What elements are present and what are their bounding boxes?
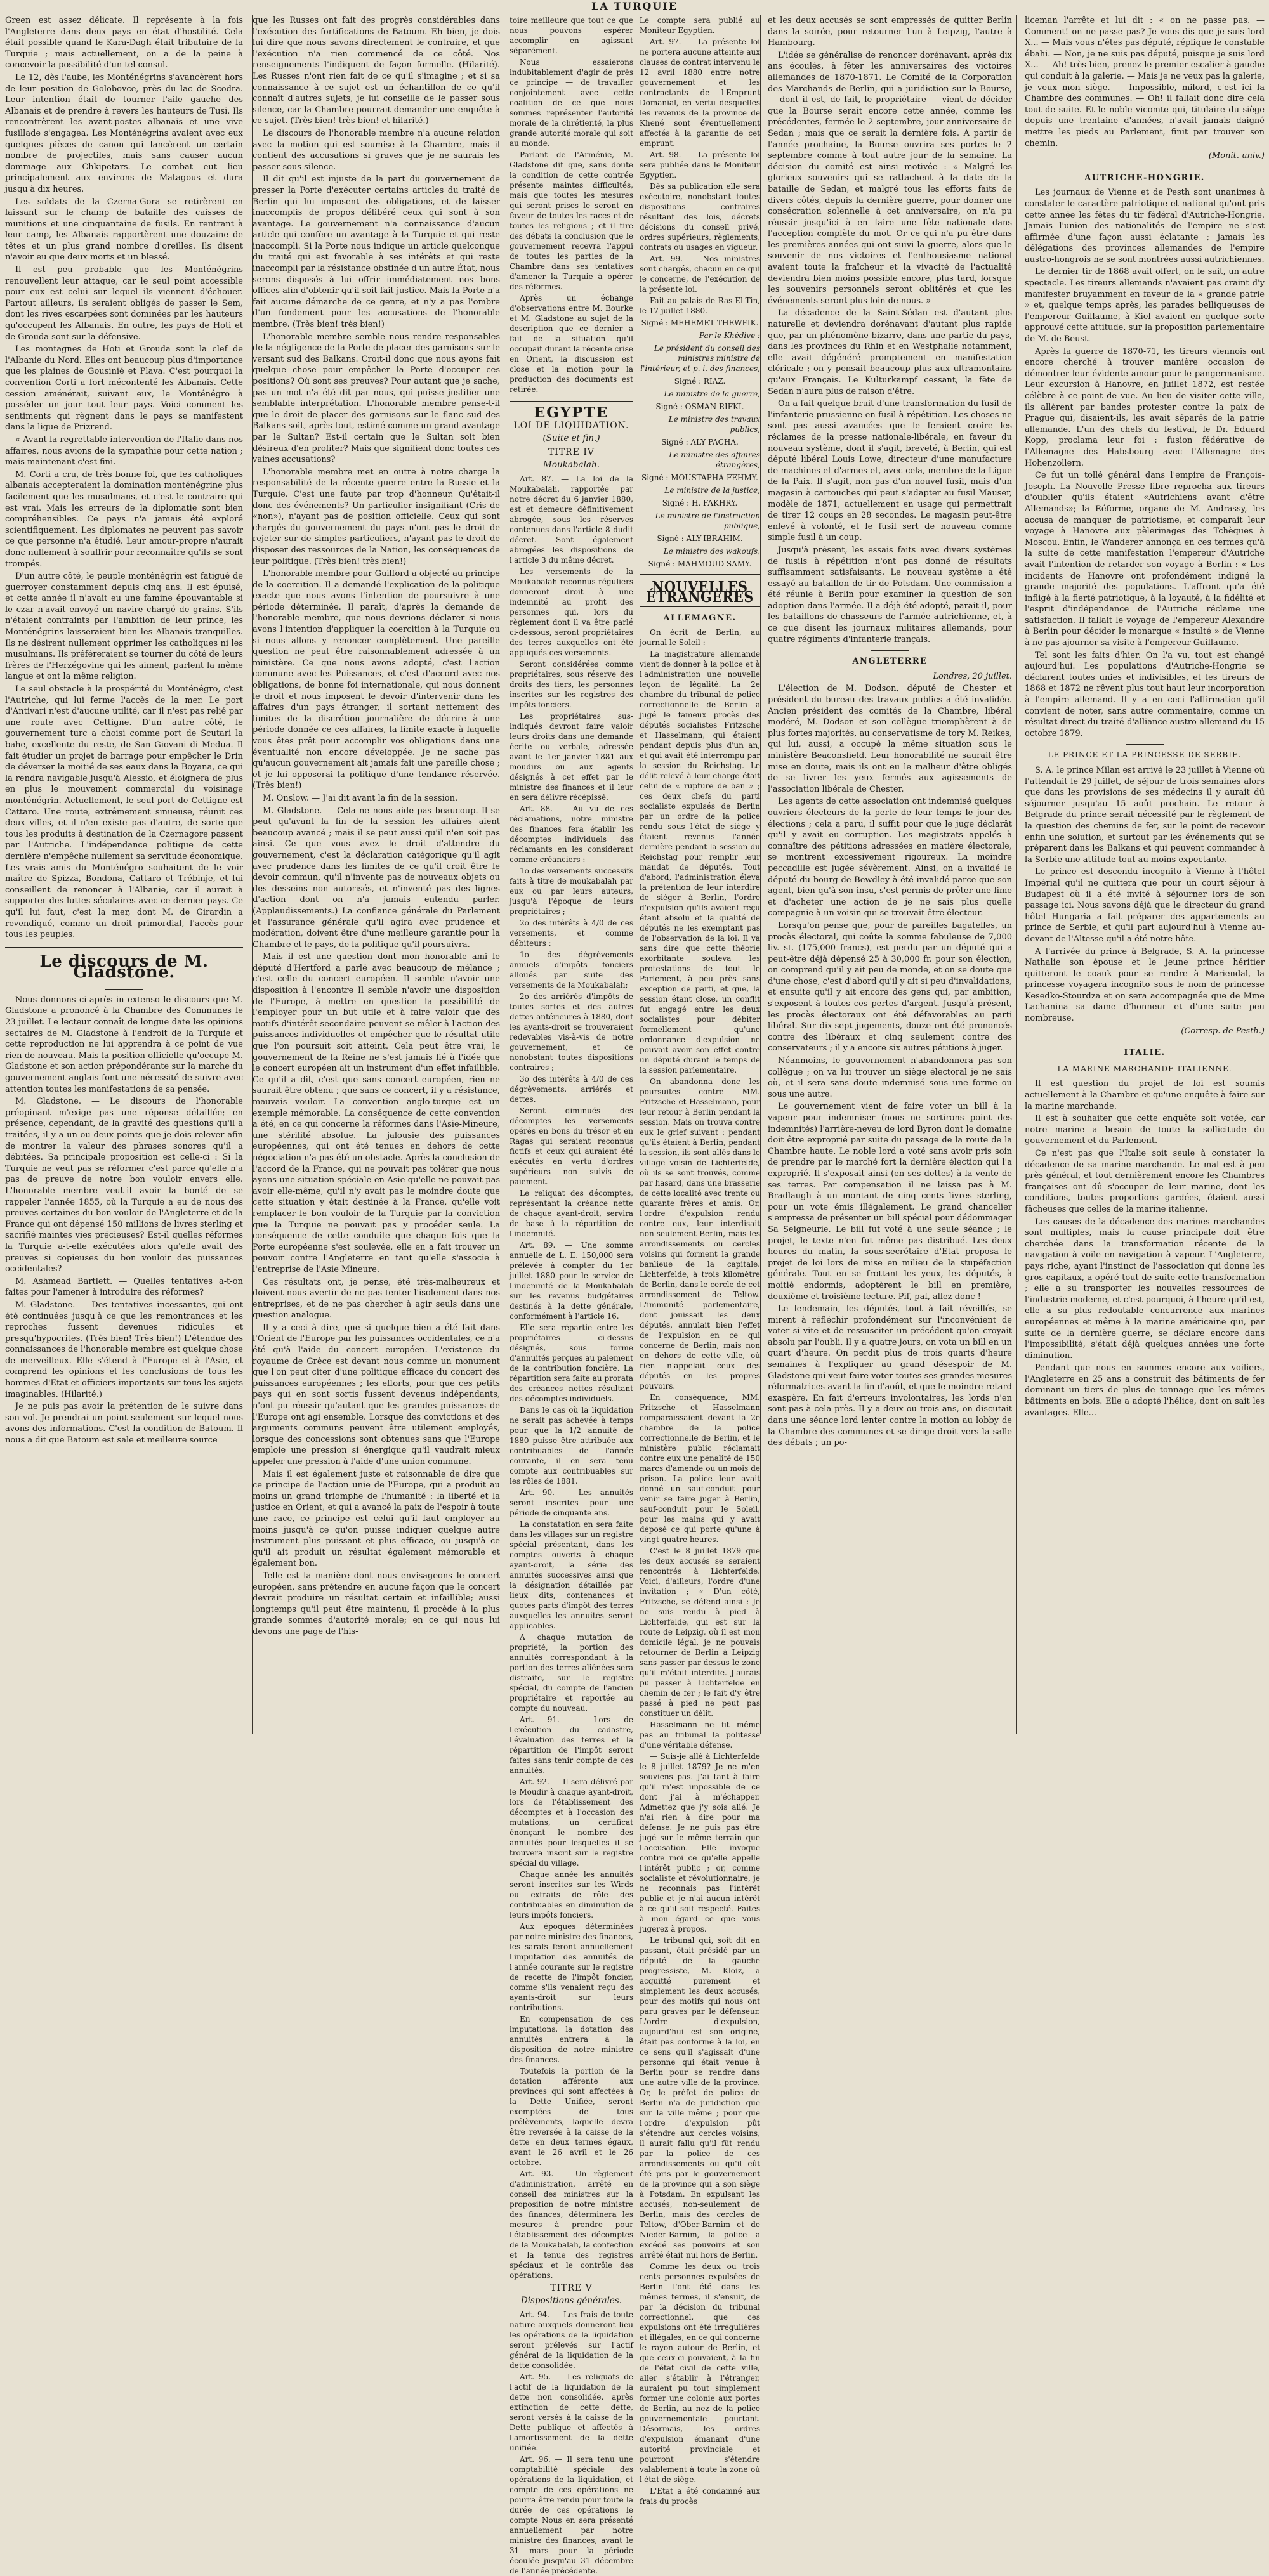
paragraph: Ce fut un tollé général dans l'empire de François-Joseph. La Nouvelle Presse libre reprocha aux tireurs d'oublier qu'ils étaient «Autrichiens avant d'être Allemands»; la Réforme, organe de M. Andrassy, les accusa de manquer de patriotisme, et comparait leur voyage à Hanovre aux pèlerinages des Tchèques à Moscou. Enfin, le Wanderer annonça en ces termes qu'à la suite de cette manifestation l'empereur d'Autriche avait l'intention de retarder son voyage à Berlin : « Les incidents de Hanovre ont profondément indigné la grande majorité des populations. L'affront qu'a été infligé à la fierté patriotique, à la loyauté, à la fidélité et l'esprit d'indépendance de l'Autriche réclame une satisfaction. Il fallait le voyage de l'empereur Alexandre à Berlin pour décider le monarque « insulté » de Vienne à ne pas ajourner sa visite à l'empereur Guillaume. bbox=[1025, 471, 1265, 648]
paragraph: Il est peu probable que les Monténégrins renouvellent leur attaque, car le seul point accessible pour eux est celui sur lequel ils viennent d'échouer. Partout ailleurs, ils seraient obligés de passer le Sem, dont les rives escarpées sont dominées par les hauteurs qu'occupent les Albanais. En outre, les pays de Hoti et de Grouda sont sur la défensive. bbox=[5, 265, 243, 342]
paragraph: Le compte sera publié au Moniteur Egyptien. bbox=[640, 16, 760, 35]
paragraph: Telle est la manière dont nous envisageons le concert européen, sans prétendre en aucune façon que le concert devrait produire un résultat certain et infaillible; aussi longtemps qu'il peut être maintenu, il procède à la plus grande sommes d'autorité morale; en ce qui nous lui devons une page de l'his- bbox=[253, 1571, 500, 1637]
titre-iv: TITRE IV bbox=[548, 447, 595, 457]
paragraph: Mais il est également juste et raisonnable de dire que ce principe de l'action unie de l'Europe, qui a produit au moins un grand triomphe de l'humanité : la liberté et la justice en Orient, et qui a avancé la paix de l'espoir à toute une race, ce principe est celui qu'il faut employer au moins jusqu'à ce qu'on puisse indiquer quelque autre instrument plus puissant et plus efficace, ou jusqu'à ce qu'il ait produit un résultat également mémorable et également bon. bbox=[253, 1469, 500, 1569]
paragraph: Dès sa publication elle sera exécutoire, nonobstant toutes dispositions contraires résultant des lois, décrets décisions du conseil privé, ordres supérieurs, règlements, contrats ou usages en vigueur. bbox=[640, 182, 760, 252]
paragraph: Le discours de l'honorable membre n'a aucune relation avec la motion qui est soumise à la Chambre, mais il contient des accusations si graves que je ne saurais les passer sous silence. bbox=[253, 128, 500, 172]
paragraph: Ce n'est pas que l'Italie soit seule à constater la décadence de sa marine marchande. Le mal est à peu près général, et tout dernièrement encore les Chambres françaises ont dû s'occuper de leur marine, dont les conditions, toutes proportions gardées, étaient aussi fâcheuses que celles de la marine italienne. bbox=[1025, 1149, 1265, 1214]
paragraph: que les Russes ont fait des progrès considérables dans l'exécution des fortifications de Batoum. Eh bien, je dois lui dire que nous savons directement le contraire, et que l'exécution n'a rien commencé de ce côté. Nos renseignements l'indiquent de façon formelle. (Hilarité). Les Russes n'ont rien fait de ce qu'il s'imagine ; et si sa connaissance à ce sujet est un échantillon de ce qu'il connaît d'autres sujets, je lui conseille de le passer sous silence, car la Chambre pourrait demander une enquête à ce sujet. (Très bien! très bien! et hilarité.) bbox=[253, 16, 500, 126]
paragraph: M. Ashmead Bartlett. — Quelles tentatives a-t-on faites pour l'amener à introduire des réformes? bbox=[5, 1276, 243, 1298]
section-divider bbox=[871, 650, 909, 651]
paragraph: Mais il est une question dont mon honorable ami le député d'Hertford a parlé avec beaucoup de mélance ; c'est celle du concert européen. Il semble n'avoir une disposition à l'encontre Il semble n'avoir une disposition de l'Europe, à mettre en question la possibilité de l'employer pour un but utile et à faire valoir que des motifs d'intérêt secondaire peuvent se mêler à l'action des puissances individuelles et empêcher que le résultat utile que l'on poursuit soit atteint. Cela peut être vrai, le gouvernement de la Reine ne s'est jamais lié à l'idée que le concert européen ait un instrument d'un effet infaillible. Ce qu'il a dit, c'est que sans concert européen, rien ne saurait être obtenu ; que sans ce concert, il y a résistance, mauvais vouloir. La convention anglo-turque est un exemple mémorable. La conséquence de cette convention a été, en ce qui concerne la réformes dans l'Asie-Mineure, une stérilité absolue. La jalousie des puissances européennes, qui ont été tenues en dehors de cette négociation n'a pas été un obstacle. Après la conclusion de l'accord de la France, qui ne pouvait pas tolérer que nous ayons une situation spéciale en Asie qu'elle ne pouvait pas avoir elle-même, qu'il n'y avait pas le moindre doute que cette situation y était destinée à la France, qu'elle voit remplacer le bon vouloir de la Turquie par la conviction que la Turquie ne pouvait pas y procéder seule. La conséquence de cette conduite que chaque fois que la Porte européenne s'est soulevée, elle en a fait trouver un pouvoir contre l'Angleterre en tant qu'elle s'associe à l'entreprise de l'Asie Mineure. bbox=[253, 952, 500, 1274]
masthead: LA TURQUIE bbox=[591, 0, 678, 12]
paragraph: Hasselmann ne fit même pas au tribunal la politesse d'une véritable défense. bbox=[640, 1720, 760, 1749]
section-divider bbox=[640, 606, 760, 608]
paragraph: Green est assez délicate. Il représente à la fois l'Angleterre dans deux pays en état d'hostilité. Cela était possible quand le Kara-Dagh était tributaire de la Turquie ; mais actuellement, on a de la peine à concevoir la possibilité d'un tel consul. bbox=[5, 16, 243, 70]
paragraph: M. Corti a cru, de très bonne foi, que les catholiques albanais accepteraient la domination monténégrine plus facilement que les musulmans, et c'est le contraire qui est vrai. Mais les erreurs de la diplomatie sont bien compréhensibles. Ce pays n'a jamais été exploré scientifiquement. Les diplomates ne peuvent pas savoir ce que personne n'a étudié. Leur amour-propre n'aurait donc nullement à souffrir pour reconnaître qu'ils se sont trompés. bbox=[5, 469, 243, 569]
paragraph: Je ne puis pas avoir la prétention de le suivre dans son vol. Je prendrai un point seulement sur lequel nous avons des informations. C'est la condition de Batoum. Il nous a dit que Batoum est sale et meilleure source bbox=[5, 1402, 243, 1446]
paragraph: Le tribunal qui, soit dit en passant, était présidé par un député de la gauche progressiste, M. Kloiz, a acquitté purement et simplement les deux accusés, pour des motifs qui nous ont paru graves par le défenseur. L'ordre d'expulsion, aujourd'hui est son origine, était pas conforme à la loi, en ce sens qu'il s'agissait d'une personne qui était venue à Berlin pour se rendre dans une autre ville de la province. Or, le préfet de police de Berlin n'a de juridiction que sur la ville même ; pour que l'ordre d'expulsion pût s'étendre aux cercles voisins, il aurait fallu qu'il fût rendu par la police de ces arrondissements ou qu'il eût été pris par le gouvernement de la province qui a son siège à Potsdam. En expulsant les accusés, non-seulement de Berlin, mais des cercles de Teltow, d'Ober-Barnim et de Nieder-Barnim, la police a excédé ses pouvoirs et son arrêté était nul hors de Berlin. bbox=[640, 1936, 760, 2259]
paragraph: M. Gladstone. — Le discours de l'honorable préopinant m'exige pas une réponse détaillée; en présence, cependant, de la gravité des questions qu'il a traitées, il y a un ou deux points que je dois relever afin de montrer la valeur des phrases sonores qu'il a débitées. Sa principale proposition est celle-ci : Si la Turquie ne veut pas se réformer c'est parce qu'elle n'a pas de preuve de notre bon vouloir envers elle. L'honorable membre veut-il avoir la bonté de se rappeler l'année 1855, où la Turquie a eu de nous des preuves certaines du bon vouloir de l'Angleterre et de la France qui ont dépensé 150 millions de livres sterling et sacrifié maintes vies précieuses? Est-il quelles réformes la Turquie a-t-elle exécutées alors qu'elle avait des preuves si copieuses du bon vouloir des puissances occidentales? bbox=[5, 1097, 243, 1274]
paragraph: S. A. le prince Milan est arrivé le 23 juillet à Vienne où l'attendait le 29 juillet, de séjour de trois semaines alors que dans les provisions de ses médecins il y aurait dû séjourner jusqu'au 15 août prochain. Le retour à Belgrade du prince serait nécessité par le règlement de la question des chemins de fer, sur le point de recevoir enfin une solution, et surtout par les événements qui se préparent dans les Balkans et qui peuvent commander à la Serbie une attitude tout au moins expectante. bbox=[1025, 766, 1265, 865]
column-4-content bbox=[768, 15, 1012, 1734]
paragraph: Parlant de l'Arménie, M. Gladstone dit que, sans doute la condition de cette contrée présente maintes difficultés, mais que toutes les mesures qui seront prises le seront en faveur de toutes les races et de toutes les religions ; et il tire des débats la conclusion que le gouvernement recevra l'appui de toutes les parties de la Chambre dans ses tentatives d'amener la Turquie à opérer des réformes. bbox=[510, 150, 633, 291]
paragraph: L'élection de M. Dodson, député de Chester et président du bureau des travaux publics a été invalidée. Ancien président des comités de la Chambre, libéral modéré, M. Dodson et son collègue triomphèrent à de plus fortes majorités, au conservatisme de tory M. Reikes, qui lui, aussi, a occupé la même situation sous le ministère Beaconsfield. Leur honorabilité ne saurait être mise en doute, mais ils ont eu le malheur d'être obligés de se livrer les yeux fermés aux agissements de l'association libérale de Chester. bbox=[768, 684, 1012, 794]
signature-role: Le ministre de la guerre, bbox=[664, 389, 760, 398]
article-paragraph: En compensation de ces imputations, la dotation des annuités entrera à la disposition de notre ministre des finances. bbox=[510, 2015, 633, 2064]
section-divider bbox=[640, 573, 760, 575]
paragraph: Néanmoins, le gouvernement n'abandonnera pas son collègue ; on va lui trouver un siège électoral je ne sais où, et il sera sans doute indemnisé sous une forme ou sous une autre. bbox=[768, 1056, 1012, 1099]
signature-role: Le ministre des wakoufs, bbox=[663, 547, 760, 556]
article-paragraph: Elle sera répartie entre les propriétaires ci-dessus désignés, sous forme d'annuités perçues au paiement de la contribution foncière. La répartition sera faite au prorata des créances nettes résultant des décomptes individuels. bbox=[510, 1323, 633, 1403]
titre-iv-subtitle: Moukabalah. bbox=[543, 460, 600, 470]
article-paragraph: 2o des arriérés d'impôts de toutes sortes et des autres dettes antérieures à 1880, dont les ayants-droit se trouveraient redevables vis-à-vis de notre gouvernement, et ce nonobstant toutes dispositions contraires ; bbox=[510, 992, 633, 1072]
paragraph: Comme les deux ou trois cents personnes expulsées de Berlin l'ont été dans les mêmes termes, il s'ensuit, de par la décision du tribunal correctionnel, que ces expulsions ont été irrégulières et illégales, en ce qui concerne le rayon autour de Berlin, et que ceux-ci pouvaient, à la fin de l'état civil de cette ville, aller s'établir à l'étranger, auraient pu tout simplement former une colonie aux portes de Berlin, au nez de la police gouvernementale pourtant. Désormais, les ordres d'expulsion émanant d'une autorité provinciale et pourront s'étendre valablement à toute la zone où l'état de siège. bbox=[640, 2262, 760, 2484]
column-3b bbox=[640, 15, 760, 2506]
paragraph: — Suis-je allé à Lichterfelde le 8 juillet 1879? Je ne m'en souviens pas. J'ai tant à faire qu'il m'est impossible de ce dont j'ai à m'échapper. Admettez que j'y sois allé. Je n'ai rien à dire pour ma défense. Je ne puis pas être jugé sur le même terrain que l'accusation. Elle invoque contre moi ce qu'elle appelle l'intérêt public ; or, comme socialiste et révolutionnaire, je ne reconnais pas l'intérêt public et je n'ai aucun intérêt à ce qu'il soit respecté. Faites à mon égard ce que vous jugerez à propos. bbox=[640, 1752, 760, 1933]
section-divider bbox=[1126, 744, 1164, 745]
signature-role: Le ministre des travaux publics, bbox=[668, 415, 760, 434]
paragraph: On a fait quelque bruit d'une transformation du fusil de l'infanterie prussienne en fusil à répétition. Les choses ne sont pas aussi avancées que le feraient croire les réclames de la presse nationale-libérale, en faveur du nouveau système, dont il s'agit, breveté, à Berlin, qui est député libéral Louis Lowe, directeur d'une manufacture de machines et d'armes et, avec cela, membre de la Ligue de la Paix. Il s'agit, non pas d'un nouvel fusil, mais d'un magasin à cartouches qui peut s'adapter au fusil Mauser, modèle de 1871, actuellement en usage qui permettrait de tirer 12 coups en 28 secondes. Le magasin peut-être enlevé à volonté, et le fusil sert de nouveau comme simple fusil à un coup. bbox=[768, 399, 1012, 543]
montenegro-article bbox=[5, 15, 243, 941]
allemagne-heading: ALLEMAGNE. bbox=[663, 613, 737, 623]
signature: Signé : H. FAKHRY. bbox=[662, 499, 738, 507]
titre-v: TITRE V bbox=[550, 2283, 593, 2293]
column-2 bbox=[253, 15, 500, 1734]
article-paragraph: Art. 90. — Les annuités seront inscrites pour une période de cinquante ans. bbox=[510, 1488, 633, 1517]
paragraph: Le lendemain, les députés, tout à fait réveillés, se mirent à réfléchir profondément sur l'inconvénient de voter si vite et de ressusciter un précédent qu'on croyait absolu par l'oubli. Il y a quatre jours, on vota un bill en un quart d'heure. On perdit plus de trois quarts d'heure semaines à l'expliquer au grand désespoir de M. Gladstone qui veut faire voter toutes ses grandes mesures réformatrices avant la fin d'août, et que le moindre retard exaspère. En fait d'erreurs involontaires, les lords n'en sont pas à cela près. Il y a deux ou trois ans, on discutait dans une séance lord lenter contre la motion au lobby de la Chambre des communes et se dirige droit vers la salle des débats ; un po- bbox=[768, 1304, 1012, 1448]
paragraph: Le dernier tir de 1868 avait offert, on le sait, un autre spectacle. Les tireurs allemands n'avaient pas craint d'y manifester bruyamment en faveur de la « grande patrie » et, quelque temps après, les parades belliqueuses de l'empereur Guillaume, à Kiel avaient en quelque sorte approuvé cette attitude, sur la proposition parlementaire de M. de Beust. bbox=[1025, 267, 1265, 344]
paragraph: Ces résultats ont, je pense, été très-malheureux et doivent nous avertir de ne pas tenter l'isolement dans nos entreprises, et de ne pas chercher à agir seuls dans une question analogue. bbox=[253, 1277, 500, 1321]
paragraph: Art. 98. — La présente loi sera publiée dans le Moniteur Egyptien. bbox=[640, 150, 760, 180]
article-paragraph: Art. 96. — Il sera tenu une comptabilité spéciale des opérations de la liquidation, et compte de ces opérations ne pourra être rendu pour toute la durée de ces opérations le compte Nous en sera présenté annuellement par notre ministre des finances, avant le 31 mars pour la période écoulée jusqu'au 31 décembre de l'année précédente. bbox=[510, 2455, 633, 2575]
nouvelles-etrangeres-heading: NOUVELLES ÉTRANGÈRES bbox=[646, 579, 754, 606]
paragraph: L'Etat a été condamné aux frais du procès bbox=[640, 2487, 760, 2506]
article-paragraph: Les propriétaires sus-indiqués devront faire valoir leurs droits dans une demande écrite ou verbale, adressée avant le 1er janvier 1881 aux moudirs ou aux agents désignés à cet effet par le ministre des finances et il leur en sera délivré récépissé. bbox=[510, 712, 633, 802]
signature-role: Le ministre des affaires étrangères, bbox=[669, 450, 760, 469]
signature-role: Le président du conseil des ministres ministre de l'intérieur, et p. i. des finances, bbox=[640, 344, 760, 373]
article-paragraph: Art. 94. — Les frais de toute nature auxquels donneront lieu les opérations de la liquidation seront prélevés sur l'actif général de la liquidation de la dette consolidée. bbox=[510, 2310, 633, 2370]
signature: Signé : MOUSTAPHA-FEHMY. bbox=[641, 473, 758, 482]
serbie-heading: LE PRINCE ET LA PRINCESSE DE SERBIE. bbox=[1048, 750, 1242, 760]
dateline: Londres, 20 juillet. bbox=[933, 671, 1012, 681]
paragraph: L'idée se généralise de renoncer dorénavant, après dix ans écoulés, à fêter les anniversaires des victoires allemandes de 1870-1871. Le Comité de la Corporation des Marchands de Berlin, qui a juridiction sur la Bourse, — dont il est, de fait, le propriétaire — vient de décider que la Bourse serait encore cette année, comme les précédentes, fermée le 2 septembre, jour anniversaire de Sedan ; mais que ce serait la dernière fois. A partir de l'année prochaine, la Bourse ouvrira ses portes le 2 septembre comme à tout autre jour de la semaine. La décision du comité est ainsi motivée : « Malgré les glorieux souvenirs qui se rattachent à la date de la bataille de Sedan, et malgré tous les efforts faits de divers côtés, depuis la dernière guerre, pour donner une consécration solennelle à cet anniversaire, on n'a pu réussir jusqu'ici à en faire une fête nationale dans l'acception complète du mot. Or ce qui n'a pu être dans les premières années qui ont suivi la guerre, alors que le souvenir de nos victoires et l'enthousiasme national avaient toute la fraîcheur et la vivacité de l'actualité deviendra bien moins possible encore, plus tard, lorsque les souvenirs personnels seront oblitérés et que les événements seront plus loin de nous. » bbox=[768, 50, 1012, 306]
paragraph: Les journaux de Vienne et de Pesth sont unanimes à constater le caractère patriotique et national qu'ont pris cette année les fêtes du tir fédéral d'Autriche-Hongrie. Jamais l'union des nationalités de l'empire ne s'est affirmée d'une façon aussi éclatante ; jamais les délégations des provinces allemandes de l'empire austro-hongrois ne se sont montrées aussi autrichiennes. bbox=[1025, 188, 1265, 265]
marine-heading: LA MARINE MARCHANDE ITALIENNE. bbox=[1057, 1064, 1232, 1073]
headline-rule bbox=[105, 989, 143, 990]
paragraph: Il est à souhaiter que cette enquête soit votée, car notre marine a besoin de toute la sollicitude du gouvernement et du Parlement. bbox=[1025, 1114, 1265, 1146]
autriche-heading: AUTRICHE-HONGRIE. bbox=[1084, 173, 1205, 183]
paragraph: Fait au palais de Ras-El-Tin, le 17 juillet 1880. bbox=[640, 296, 760, 315]
article-paragraph: Art. 88. — Au vu de ces réclamations, notre ministre des finances fera établir les décomptes individuels des réclamants en les considérant comme créanciers : bbox=[510, 804, 633, 864]
paragraph: Le 12, dès l'aube, les Monténégrins s'avancèrent hors de leur position de Golobovce, près du lac de Scodra. Leur intention était de tourner l'aile gauche des Albanais et de prendre à revers les hauteurs de Tusi. Ils rencontrèrent les avant-postes albanais et une vive fusillade s'engagea. Les Monténégrins avaient avec eux quelques pièces de canon qui lancèrent un certain nombre de projectiles, mais sans causer aucun dommage aux Chkipetars. Le combat eut lieu principalement aux environs de Matagous et dura jusqu'à dix heures. bbox=[5, 72, 243, 194]
paragraph: Lorsqu'on pense que, pour de pareilles bagatelles, un procès électoral, qui coûte la somme fabuleuse de 7,000 liv. st. (175,000 francs), est perdu par un député qui a peut-être déjà dépensé 25 à 30,000 fr. pour son élection, on comprend qu'il y ait peu de monde, et on se doute que d'une chose, c'est d'abord qu'il y ait si peu d'invalidations, et ensuite qu'il y ait encore des gens qui, par ambition, s'exposent à toutes ces pertes d'argent. Jusqu'à présent, les procès électoraux ont été défavorables au parti libéral. Sur dix-sept jugements, douze ont été prononcés contre des libéraux et cinq seulement contre des conservateurs ; il y a encore six autres pétitions à juger. bbox=[768, 920, 1012, 1054]
column-rule bbox=[1016, 15, 1017, 1734]
loi-title: LOI DE LIQUIDATION. bbox=[513, 421, 629, 431]
signature: Signé : OSMAN RIFKI. bbox=[655, 402, 744, 411]
paragraph: Nous essaierons indubitablement d'agir de près ce principe — de travailler conjointement avec cette coalition de ce que nous sommes représenter l'autorité morale de la chrétienté, la plus grande autorité morale qui soit au monde. bbox=[510, 58, 633, 148]
signature: Signé : MAHMOUD SAMY. bbox=[648, 559, 752, 568]
signature: Signé : ALY PACHA. bbox=[661, 438, 739, 447]
column-3 bbox=[510, 15, 633, 2575]
article-paragraph: 3o des intérêts à 4/0 de ces dégrèvements, arriérés et dettes. bbox=[510, 1075, 633, 1104]
section-divider bbox=[5, 947, 243, 948]
article-paragraph: Toutefois la portion de la dotation afférente aux provinces qui sont affectées à la Dette Unifiée, seront exemptées de tous prélèvements, laquelle devra être reversée à la caisse de la dette en deux termes égaux, avant le 26 avril et le 26 octobre. bbox=[510, 2067, 633, 2167]
paragraph: L'honorable membre semble nous rendre responsables de la négligence de la Porte de placer des garnisons sur le versant sud des Balkans. Croit-il donc que nous ayons fait quelque chose pour empêcher la Porte d'occuper ces positions? Où sont ses preuves? Pour autant que je sache, pas un mot n'a été dit par nous, qui puisse justifier une semblable interprétation. L'honorable membre pense-t-il que le droit de placer des garnisons sur le flanc sud des Balkans soit, après tout, estimé comme un grand avantage par le Sultan? Est-il certain que le Sultan soit bien désireux d'en profiter? Mais que signifient donc toutes ces vaines accusations? bbox=[253, 332, 500, 465]
paragraph: Après la guerre de 1870-71, les tireurs viennois ont encore cherché à trouver manière occasion de démontrer leur évidente amour pour le pangermanisme. Leur excursion à Hanovre, en juillet 1872, est restée célèbre à ce point de vue. Au lieu de visiter cette ville, ils allèrent par bandes protester contre la paix de Prague qui, disaient-ils, les avait séparés de la patrie allemande. L'un des chefs du festival, le Dr. Eduard Kopp, proclama leur foi : fusion fédérative de l'Allemagne des Habsbourg avec l'Allemagne des Hohenzollern. bbox=[1025, 346, 1265, 468]
paragraph: Le seul obstacle à la prospérité du Monténégro, c'est l'Autriche, qui lui ferme l'accès de la mer. Le port d'Antivari n'est d'aucune utilité, car il n'est pas relié par une route avec Cettigne. D'un autre côté, le gouvernement turc a choisi comme port de Scutari la bahe, excellente du reste, de San Giovani di Medua. Il fait étudier un projet de barrage pour empêcher le Drin de déverser la moitié de ses eaux dans la Boyana, ce qui la rendra navigable jusqu'à Alessio, et éloignera de plus en plus le mouvement commercial du voisinage monténégrin. Actuellement, le seul port de Cettigne est Cattaro. Une route, extrêmement sinueuse, réunit ces deux villes, et il n'en existe pas d'autre, de sorte que tous les produits à destination de la Czernagore passent par l'Autriche. L'indépendance politique de cette dernière n'empêche nullement sa servitude économique. Les vrais amis du Monténégro souhaitent de le voir maître de Spizza, Bondona, Cattaro et Trébinje, et lui conseillent de renoncer à l'Albanie, car il aurait à supporter des luttes séculaires avec ce dernier pays. Ce qu'il lui faut, c'est la mer, dont M. de Girardin a revendiqué, comme un droit primordial, l'accès pour tous les peuples. bbox=[5, 684, 243, 940]
paragraph: C'est le 8 juillet 1879 que les deux accusés se seraient rencontrés à Lichterfelde. Voici, d'ailleurs, l'ordre d'une invitation ; « D'un côté, Fritzsche, se défend ainsi : Je ne suis rendu à pied à Lichterfelde, qui est sur la route de Leipzig, où il est mon domicile légal, je ne pouvais retourner de Berlin à Leipzig sans passer par-dessus le zone qu'il m'était interdite. J'aurais pu passer à Lichterfelde en chemin de fer ; le fait d'y être passé à pied ne peut pas constituer un délit. bbox=[640, 1546, 760, 1718]
paragraph: Les agents de cette association ont indemnisé quelques ouvriers électeurs de la perte de leur temps le jour des élections ; cela a paru, il suffit pour que le juge déclarât qu'il y avait eu corruption. Les magistrats appelés à connaître des pétitions adressées en matière électorale, se montrent excessivement rigoureux. La moindre peccadille est jugée sévèrement. Ainsi, on a invalidé le député du bourg de Bewdley à été invalidé parce que son agent, bien qu'à son insu, s'est permis de prêter une lime et d'acheter une action de je ne sais plus quelle compagnie à un voisin qui se trouvait être électeur. bbox=[768, 797, 1012, 919]
signature-role: Par le Khédive : bbox=[699, 331, 760, 340]
article-paragraph: Le reliquat des décomptes, représentant la créance nette de chaque ayant-droit, servira de base à la répartition de l'indemnité. bbox=[510, 1189, 633, 1238]
paragraph: Après un échange d'observations entre M. Bourke et M. Gladstone au sujet de la description que ce dernier a fait de la situation qu'il occupait durant la récente crise en Orient, la discussion est close et la motion pour la production des documents est retirée. bbox=[510, 294, 633, 394]
column-rule bbox=[760, 15, 761, 1734]
paragraph: On écrit de Berlin, au journal le Soleil : bbox=[640, 628, 760, 647]
paragraph: toire meilleure que tout ce que nous pouvons espérer accomplir en agissant séparément. bbox=[510, 16, 633, 55]
paragraph: On abandonna donc les poursuites contre MM. Fritzsche et Hasselmann, pour leur retour à Berlin pendant la session. Mais on trouva contre eux le grief suivant : pendant qu'ils étaient à Berlin, pendant la session, ils sont allés dans le village voisin de Lichterfelde, où ils se sont trouvés, comme par hasard, dans une brasserie de cette localité avec trente ou quarante frères et amis. Or, l'ordre d'expulsion rendu contre eux, leur interdisait non-seulement Berlin, mais les arrondissements ou cercles voisins qui forment la grande banlieue de la capitale. Lichterfelde, à trois kilomètre de Berlin, dans le cercle de cet arrondissement de Teltow. L'immunité parlementaire, dont jouissait les deux députés, annulait bien l'effet de l'expulsion en ce qui concerne de Berlin, mais non en dehors de cette ville, où rien n'appelait ceux des députés en les propres pouvoirs. bbox=[640, 1077, 760, 1390]
paragraph: M. Gladstone. — Cela ne nous aide pas beaucoup. Il se peut qu'avant la fin de la session les affaires aient beaucoup avancé ; mais il se peut aussi qu'il n'en soit pas ainsi. Ce que vous avez le droit d'attendre du gouvernement, c'est la déclaration catégorique qu'il agit avec prudence dans les limites de ce qu'il croit être le devoir commun, qu'il n'invente pas de nouveaux objets ou des desseins non autorisés, et n'inventé pas des lignes d'action dont on n'a jamais entendu parler. (Applaudissements.) La confiance générale du Parlement et l'assurance générale qu'il agira avec prudence et modération, doivent être d'une meilleure garantie pour la Chambre et le pays, de la politique qu'il poursuivra. bbox=[253, 806, 500, 950]
signature-role: Le ministre de l'instruction publique, bbox=[655, 511, 760, 530]
paragraph: Art. 97. — La présente loi ne portera aucune atteinte aux clauses de contrat intervenu le 12 avril 1880 entre notre gouvernement et les contractants de l'Emprunt Domanial, en vertu desquelles les revenus de la province de Khené sont éventuellement affectés à la garantie de cet emprunt. bbox=[640, 37, 760, 148]
column-5 bbox=[1025, 15, 1265, 1734]
article-paragraph: Dans le cas où la liquidation ne serait pas achevée à temps pour que la 1/2 annuité de 1880 puisse être attribuée aux contribuables de l'année courante, il en sera tenu compte aux contribuables sur les rôles de 1881. bbox=[510, 1406, 633, 1486]
gladstone-headline: Le discours de M. Gladstone. bbox=[39, 951, 209, 983]
article-paragraph: Seront considérées comme propriétaires, sous réserve des droits des tiers, les personnes inscrites sur les registres des impôts fonciers. bbox=[510, 660, 633, 709]
paragraph: Il dit qu'il est injuste de la part du gouvernement de presser la Porte d'exécuter certains articles du traité de Berlin qui lui imposent des obligations, et de laisser inaccomplis de propos délibéré ceux qui sont à son avantage. Le gouvernement n'a connaissance d'aucun article qui confère un avantage à la Turquie et qui reste inaccompli. Si la Porte nous indique un article quelconque du traité qui est favorable à ses intérêts et qui reste inaccompli par la résistance obstinée d'un autre État, nous serons disposés à lui offrir immédiatement nos bons offices afin d'obtenir qu'il soit fait justice. Mais la Porte n'a fait aucune démarche de ce genre, et n'y a pas l'ombre d'un fondement pour les accusations de l'honorable membre. (Très bien! très bien!) bbox=[253, 174, 500, 330]
paragraph: La magistrature allemande vient de donner à la police et à l'administration une nouvelle leçon de légalité. La 2e chambre du tribunal de police correctionnelle de Berlin a jugé le fameux procès des députés socialistes Fritzsche et Hasselmann, qui étaient pendant depuis plus d'un an, et qui avait été interrompu par la session du Reichstag. Le délit relevé à leur charge était celui de « rupture de ban » ; ces deux chefs du parti socialiste expulsés de Berlin par un ordre de la police rendu sous l'état de siège y étaient revenus l'année dernière pendant la session du Reichstag pour remplir leur mandat de députés. Tout d'abord, l'administration éleva la prétention de leur interdire de siéger à Berlin, l'ordre d'expulsion qu'ils avaient reçu étant absolu et la qualité de députés ne les exemptant pas de l'observation de la loi. Il va sans dire que cette théorie exorbitante souleva les protestations de tout le Parlement, à peu près sans exception de parti, et que, la session étant close, un conflit fut engagé entre les deux socialistes pour débiter formellement qu'une ordonnance d'expulsion ne pouvait avoir son effet contre un député durant le temps de la session parlementaire. bbox=[640, 650, 760, 1075]
paragraph: M. Onslow. — J'ai dit avant la fin de la session. bbox=[263, 793, 458, 803]
signature: Signé : ALY-IBRAHIM. bbox=[657, 534, 743, 543]
paragraph: et les deux accusés se sont empressés de quitter Berlin dans la soirée, pour retourner l'un à Leipzig, l'autre à Hambourg. bbox=[768, 16, 1012, 48]
column-1 bbox=[5, 15, 243, 1734]
paragraph: Jusqu'à présent, les essais faits avec divers systèmes de fusils à répétition n'ont pas donné de résultats suffisamment satisfaisants. Le nouveau système a été essayé au bataillon de tir de Potsdam. Une commission a été réunie à Berlin pour examiner la question de son adoption dans l'armée. Il a déjà été adopté, parait-il, pour les bataillons de chasseurs de l'armée autrichienne, et, à ce que disent les journaux militaires allemands, pour quatre régiments d'infanterie français. bbox=[768, 545, 1012, 644]
paragraph: M. Gladstone. — Des tentatives incessantes, qui ont été continuées jusqu'à ce que les remontrances et les reproches fussent devenues ridicules et presqu'hypocrites. (Très bien! Très bien!) L'étendue des connaissances de l'honorable membre est quelque chose de merveilleux. Elle s'étend à l'Europe et à l'Asie, et comprend les opinions et les conclusions de tous les hommes d'Etat et officiers importants sur tous les sujets imaginables. (Hilarité.) bbox=[5, 1300, 243, 1399]
paragraph: Les soldats de la Czerna-Gora se retirèrent en laissant sur le champ de bataille des caisses de munitions et une cinquantaine de fusils. En rentrant à leur camp, les Albanais rapportèrent une douzaine de têtes et un plus grand nombre d'oreilles. Ils disent n'avoir eu que deux morts et un blessé. bbox=[5, 197, 243, 263]
article-paragraph: Aux époques déterminées par notre ministre des finances, les sarafs feront annuellement l'imputation des annuités de l'année courante sur le registre de recette de l'impôt foncier, comme s'ils venaient reçu des ayants-droit sur leurs contributions. bbox=[510, 1922, 633, 2012]
article-paragraph: Art. 93. — Un règlement d'administration, arrêté en conseil des ministres sur la proposition de notre ministre des finances, déterminera les mesures à prendre pour l'établissement des décomptes de la Moukabalah, la confection et la tenue des registres spéciaux et le contrôle des opérations. bbox=[510, 2169, 633, 2280]
article-paragraph: Art. 89. — Une somme annuelle de L. E. 150,000 sera prélevée à compter du 1er juillet 1880 pour le service de l'indemnité de la Moukabalah sur les revenus budgétaires destinés à la dette générale, conformément à l'article 16. bbox=[510, 1241, 633, 1321]
italie-heading: ITALIE. bbox=[1124, 1048, 1166, 1058]
source-credit: (Monit. univ.) bbox=[1208, 151, 1265, 161]
source-credit: (Corresp. de Pesth.) bbox=[1181, 1026, 1265, 1036]
paragraph: L'honorable membre pour Guilford a objecté au principe de la coercition. Il a demandé l'explication de la politique exacte que nous avons l'intention de poursuivre à une période déterminée. Il paraît, d'après la demande de l'honorable membre, que nous devrions déclarer si nous avons l'intention d'appliquer la coercition à la Turquie ou si nous allons y renoncer complètement. Une pareille question ne peut être raisonnablement adressée à un ministère. Ce que nous avons adopté, c'est l'action commune avec les Puissances, et c'est d'accord avec nos obligations, de bonne foi internationale, qui nous donnent le droit et nous imposent le devoir d'intervenir dans les affaires d'un pays étranger, il sortant nettement des limites de la discrétion journalière de décrire à une période donnée ce ces affaires, la limite exacte à laquelle vous êtes prêt pour accomplir vos obligations dans une éventualité non encore développée. Je ne sache pas qu'aucun gouvernement ait jamais fait une pareille chose ; et je lui opposerai la politique d'une tendance réservée. (Très bien!) bbox=[253, 569, 500, 791]
article-paragraph: La constatation en sera faite dans les villages sur un registre spécial présentant, dans les comptes ouverts à chaque ayant-droit, la série des annuités successives ainsi que la désignation détaillée par lieux dits, contenances et quotes parts d'impôt des terres auxquelles les annuités seront applicables. bbox=[510, 1520, 633, 1630]
paragraph: Il est question du projet de loi est soumis actuellement à la Chambre et qu'une enquête à faire sur la marine marchande. bbox=[1025, 1079, 1265, 1111]
titre-v-subtitle: Dispositions générales. bbox=[520, 2296, 622, 2306]
article-paragraph: 2o des intérêts à 4/0 de ces versements, et comme débiteurs : bbox=[510, 919, 633, 948]
angleterre-heading: ANGLETERRE bbox=[852, 657, 928, 667]
article-paragraph: A chaque mutation de propriété, la portion des annuités correspondant à la portion des terres aliénées sera distraite, sur le registre spécial, du compte de l'ancien propriétaire et reportée au compte du nouveau. bbox=[510, 1633, 633, 1713]
paragraph: Il y a ceci à dire, que si quelque bien a été fait dans l'Orient de l'Europe par les puissances occidentales, ce n'a été qu'à l'aide du concert européen. L'existence du royaume de Grèce est devant nous comme un monument que l'on peut citer d'une politique efficace du concert des puissances européennes ; les efforts, pour que ces petits pays qui en sont sortis fussent devenus indépendants, n'ont pu réussir qu'autant que les grandes puissances de l'Europe ont agi ensemble. Lorsque des convictions et des arguments communs peuvent être utilement employés, lorsque des concessions sont obtenues sans que l'Europe emploie une pression si énergique qu'il vaudrait mieux appeler une pression à l'aide d'une union commune. bbox=[253, 1323, 500, 1467]
paragraph: En conséquence, MM. Fritzsche et Hasselmann comparaissaient devant la 2e chambre de la police correctionnelle de Berlin, et le ministère public réclamait contre eux une pénalité de 150 marcs d'amende ou un mois de prison. La police leur avait donné un sauf-conduit pour venir se faire juger à Berlin, sauf-conduit pour le Soleil, pour les mains qui y avait déposé ce qui porte qu'une à vingt-quatre heures. bbox=[640, 1393, 760, 1544]
paragraph: Les causes de la décadence des marines marchandes sont multiples, mais la cause principale doit être cherchée dans la transformation récente de la navigation à voile en navigation à vapeur. L'Angleterre, pays riche, ayant l'instinct de l'association qui donne les gros capitaux, a opéré tout de suite cette transformation ; elle a su transporter les nouvelles ressources de l'industrie moderne, et c'est pourquoi, à l'heure qu'il est, elle a su plus redoutable concurrence aux marines européennes et même à la marine américaine qui, par suite de la dernière guerre, se déclare encore dans l'impossibilité, s'était déjà quelques années une forte diminution. bbox=[1025, 1217, 1265, 1361]
signature: Signé : MEHEMET THEWFIK. bbox=[641, 318, 759, 327]
paragraph: Le prince est descendu incognito à Vienne à l'hôtel Impérial qu'il ne quittera que pour un court séjour à Budapest où il a été invité à séjourner lors de son passage ici. Nous savons déjà que le directeur du grand hôtel Hungaria a fait préparer des appartements au prince de Serbie, et qu'il part aujourd'hui à Vienne au-devant de l'Altesse qu'il a été notre hôte. bbox=[1025, 867, 1265, 944]
paragraph: Pendant que nous en sommes encore aux voiliers, l'Angleterre en 25 ans a construit des bâtiments de fer dominant un tiers de plus de tonnage que les mêmes bâtiments en bois. Elle a adopté l'hélice, dont on sait les avantages. Elle... bbox=[1025, 1363, 1265, 1418]
egypte-heading: EGYPTE bbox=[534, 404, 609, 421]
article-paragraph: Les versements de la Moukabalah reconnus réguliers donneront droit à une indemnité au profit des personnes qui, lors du règlement dont il va être parlé ci-dessous, seront propriétaires des terres auxquelles ont été appliqués ces versements. bbox=[510, 567, 633, 657]
paragraph: Le gouvernement vient de faire voter un bill à la vapeur pour indemniser (nous ne sortirons point des indemnités) l'arrière-neveu de lord Byron dont le domaine doit être exproprié par suite du passage de la route de la Chambre haute. Le noble lord a voté sans avoir pris soin de prendre par le marché fort la dernière élection qui l'a exproprié. Il s'exposait ainsi (en ses dettes) à la vente de ses terres. Par compensation il ne laissa pas à M. Bradlaugh à un montant de cinq cents livres sterling, pour un vote émis illégalement. Le grand chancelier s'empressa de présenter un bill spécial pour dédommager Sa Seigneurie. Le bill fut voté à une seule séance ; le projet, le texte n'en fut même pas distribué. Les deux heures du matin, la sous-secrétaire d'Etat proposa le projet de loi lors de mise en milieu de la stupéfaction générale. Tout en se frottant les yeux, les députés, à moitié endormis, adoptèrent le bill en première, deuxième et troisième lecture. Pif, paf, allez donc ! bbox=[768, 1102, 1012, 1302]
paragraph: A l'arrivée du prince à Belgrade, S. A. la princesse Nathalie son épouse et le jeune prince héritier quitteront le coauk pour se rendre à Mariendal, la princesse voyagera incognito sous le nom de princesse Kesedko-Stourdza et on sera accompagnée que de Mme Lachanina sa dame d'honneur et d'une suite peu nombreuse. bbox=[1025, 946, 1265, 1024]
article-paragraph: Art. 92. — Il sera délivré par le Moudir à chaque ayant-droit, lors de l'établissement des décomptes et à l'occasion des mutations, un certificat énonçant le nombre des annuités pour lesquelles il se trouvera inscrit sur le registre spécial du village. bbox=[510, 1777, 633, 1867]
section-divider bbox=[510, 401, 633, 402]
signature-role: Le ministre de la justice, bbox=[664, 486, 760, 495]
suite-note: (Suite et fin.) bbox=[542, 433, 600, 443]
paragraph: liceman l'arrête et lui dit : « on ne passe pas. — Comment! on ne passe pas? Je vous dis que je suis lord X... — Mais vous n'êtes pas député, réplique le constable ébahi. — Non, je ne suis pas député, puisque je suis lord X... — Ah! très bien, prenez le premier escalier à gauche qui conduit à la galerie. — Mais je ne veux pas la galerie, je veux mon siège. — Impossible, milord, c'est ici la Chambre des communes. — Oh! il fallait donc dire cela tout de suite. Et le noble vicomte qui, titulaire du siège depuis une trentaine d'années, n'avait jamais daigné mettre les pieds au Parlement, finit par trouver son chemin. bbox=[1025, 16, 1265, 148]
article-paragraph: 1o des versements successifs faits à titre de moukabalah par eux ou par leurs auteurs, jusqu'à l'époque de leurs propriétaires ; bbox=[510, 866, 633, 916]
article-paragraph: Art. 87. — La loi de la Moukabalah, rapportée par notre décret du 6 janvier 1880, est et demeure définitivement abrogée, sous les réserves contenues dans l'article 8 dudit décret. Sont également abrogées les dispositions de l'article 3 du même décret. bbox=[510, 474, 633, 565]
paragraph: Nous donnons ci-après in extenso le discours que M. Gladstone a prononcé à la Chambre des Communes le 23 juillet. Le lecteur connaît de longue date les opinions sectaires de M. Gladstone à l'endroit de la Turquie et cette reproduction ne lui apprendra à ce point de vue rien de nouveau. Mais la position officielle qu'occupe M. Gladstone et son action prépondérante sur la marche du gouvernement anglais font une nécessité de suivre avec attention toutes les manifestations de sa pensée. bbox=[5, 995, 243, 1094]
article-paragraph: Art. 95. — Les reliquats de l'actif de la liquidation de la dette non consolidée, après extinction de cette dette, seront versés à la caisse de la Dette publique et affectés à l'amortissement de la dette unifiée. bbox=[510, 2372, 633, 2452]
paragraph: D'un autre côté, le peuple monténégrin est fatigué de guerroyer constamment depuis cinq ans. Il est épuisé, et cette année il n'avait eu une famine épouvantable si le czar n'avait envoyé un navire chargé de grains. S'ils n'étaient contraints par l'ambition de leur prince, les Monténégrins laisseraient bien les Albanais tranquilles. Ils ne désirent nullement opprimer les catholiques ni les musulmans. Ils préféreraient se tourner du côté de leurs frères de l'Herzégovine qui les aiment, parlent la même langue et ont la même religion. bbox=[5, 572, 243, 682]
paragraph: Les montagnes de Hoti et Grouda sont la clef de l'Albanie du Nord. Elles ont beaucoup plus d'importance que les plaines de Gousinié et Plava. C'est pourquoi la convention Corti a fort mécontenté les Albanais. Cette cession aménérait, suivant eux, le Monténégro à posséder un jour tout leur pays. Voici comment les sentiments qui règnent dans le pays se manifestent dans la ligue de Prizrend. bbox=[5, 344, 243, 433]
paragraph: La décadence de la Saint-Sédan est d'autant plus naturelle et deviendra dorénavant d'autant plus rapide que, par un phénomène bizarre, dans une partie du pays, dans les provinces du Rhin et en Westphalie notamment, elle avait dégénéré promptement en manifestation cléricale ; on y pensait beaucoup plus aux ultramontains qu'aux Français. Le Kulturkampf cessant, la fête de Sedan n'aura plus de raison d'être. bbox=[768, 308, 1012, 396]
article-paragraph: Seront diminués des décomptes les versements opérés en bons du trésor et en Ragas qui seraient reconnus fictifs et ceux qui auraient été exécutés en vertu d'ordres supérieurs non suivis de paiement. bbox=[510, 1106, 633, 1186]
paragraph: Tel sont les faits d'hier. On l'a vu, tout est changé aujourd'hui. Les populations d'Autriche-Hongrie se déclarent toutes unies et indivisibles, et les tireurs de 1868 et 1872 ne rêvent plus tout haut leur incorporation à l'empire allemand. Il y a en ceci l'affirmation qu'il convient de noter, sans autre commentaire, comme un résultat direct du traité d'alliance austro-allemand du 15 octobre 1879. bbox=[1025, 650, 1265, 738]
paragraph: L'honorable membre met en outre à notre charge la responsabilité de la récente guerre entre la Russie et la Turquie. C'est une faute par trop d'honneur. Qu'était-il donc des événements? Un particulier insignifiant (Cris de «non»), n'ayant pas de position officielle. Ceux qui sont chargés du gouvernement du pays n'ont pas le droit de rejeter sur de simples particuliers, n'ayant pas le droit de disposer des ressources de la Nation, les conséquences de leur politique. (Très bien! très bien!) bbox=[253, 467, 500, 566]
article-paragraph: Art. 91. — Lors de l'exécution du cadastre, l'évaluation des terres et la répartition de l'impôt seront faites sans tenir compte de ces annuités. bbox=[510, 1715, 633, 1775]
article-paragraph: 1o des dégrèvements annuels d'impôts fonciers alloués par suite des versements de la Moukabalah; bbox=[510, 950, 633, 990]
paragraph: « Avant la regrettable intervention de l'Italie dans nos affaires, nous avions de la sympathie pour cette nation ; mais maintenant c'est fini. bbox=[5, 435, 243, 467]
paragraph: Art. 99. — Nos ministres sont chargés, chacun en ce qui le concerne, de l'exécution de la présente loi. bbox=[640, 254, 760, 294]
signature: Signé : RIAZ. bbox=[674, 377, 726, 386]
article-paragraph: Chaque année les annuités seront inscrites sur les Wirds ou extraits de rôle des contribuables en diminution de leurs impôts fonciers. bbox=[510, 1870, 633, 1919]
